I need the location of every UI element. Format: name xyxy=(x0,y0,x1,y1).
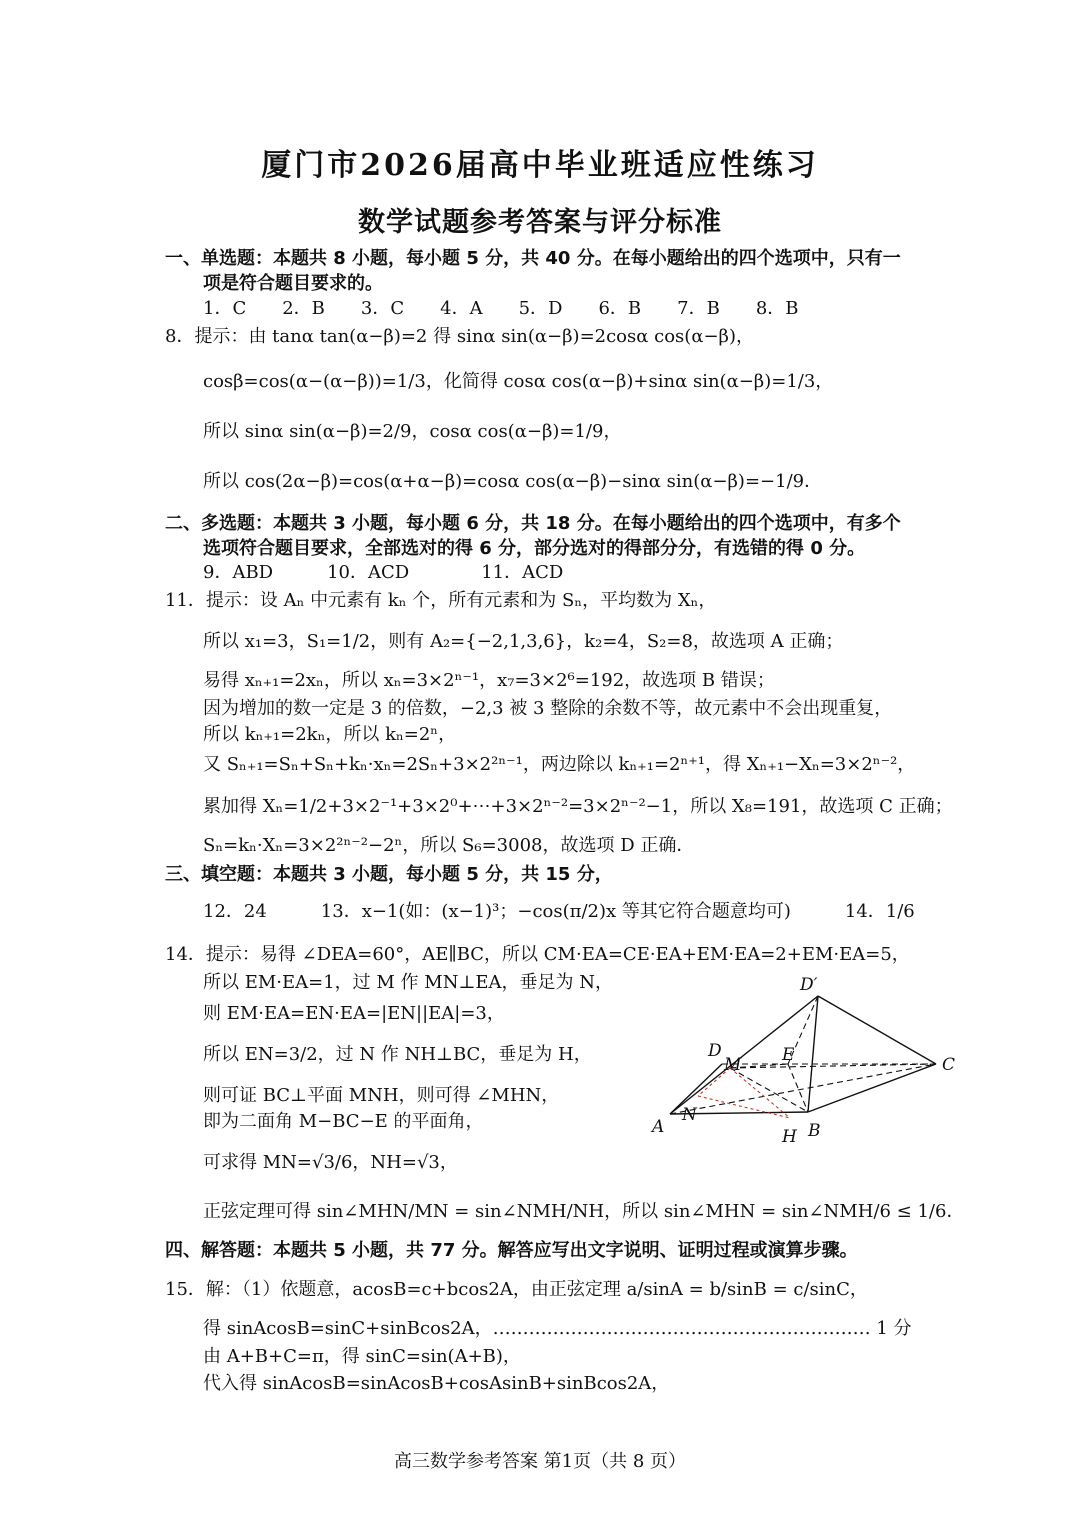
section-1-heading: 一、单选题：本题共 8 小题，每小题 5 分，共 40 分。在每小题给出的四个选项中，只有一 xyxy=(165,248,901,269)
hint-8-line-4: 所以 cos(2α−β)=cos(α+α−β)=cosα cos(α−β)−sinα sin(α−β)=−1/9． xyxy=(203,471,823,492)
hint-14-line-2: 所以 EM·EA=1，过 M 作 MN⊥EA，垂足为 N， xyxy=(203,972,613,993)
hint-14-line-7: 可求得 MN=√3/6，NH=√3， xyxy=(203,1152,458,1173)
hint-14-line-8: 正弦定理可得 sin∠MHN/MN = sin∠NMH/NH，所以 sin∠MHN = sin∠NMH/6 ≤ 1/6． xyxy=(203,1201,965,1222)
hint-8-line-3: 所以 sinα sin(α−β)=2/9，cosα cos(α−β)=1/9， xyxy=(203,421,622,442)
hint-14-line-4: 所以 EN=3/2，过 N 作 NH⊥BC，垂足为 H， xyxy=(203,1044,592,1065)
hint-11-line-7: 累加得 Xₙ=1/2+3×2⁻¹+3×2⁰+⋯+3×2ⁿ⁻²=3×2ⁿ⁻²−1，所以 X₈=191，故选项 C 正确； xyxy=(203,796,953,817)
section-4-heading: 四、解答题：本题共 5 小题，共 77 分。解答应写出文字说明、证明过程或演算步骤。 xyxy=(165,1240,858,1261)
hint-8-line-2: cosβ=cos(α−(α−β))=1/3，化简得 cosα cos(α−β)+sinα sin(α−β)=1/3， xyxy=(203,371,834,392)
solution-15-line-1: 15．解：（1）依题意，acosB=c+bcos2A，由正弦定理 a/sinA = b/sinB = c/sinC， xyxy=(165,1279,868,1300)
multi-choice-answers: 9．ABD 10．ACD 11．ACD xyxy=(203,562,564,583)
fill-in-answers: 12．24 13．x−1(如：(x−1)³；−cos(π/2)x 等其它符合题意均可) 14．1/6 xyxy=(203,901,915,922)
label-b: B xyxy=(808,1121,821,1141)
edge-m-b xyxy=(730,1068,808,1112)
solution-15-line-4: 代入得 sinAcosB=sinAcosB+cosAsinB+sinBcos2A， xyxy=(203,1373,670,1394)
section-3-heading: 三、填空题：本题共 3 小题，每小题 5 分，共 15 分， xyxy=(165,864,613,885)
label-h: H xyxy=(782,1127,797,1147)
hint-11-line-3: 易得 xₙ₊₁=2xₙ，所以 xₙ=3×2ⁿ⁻¹，x₇=3×2⁶=192，故选项 B 错误； xyxy=(203,670,775,691)
hint-11-line-8: Sₙ=kₙ·Xₙ=3×2²ⁿ⁻²−2ⁿ，所以 S₆=3008，故选项 D 正确． xyxy=(203,835,695,856)
single-choice-answers: 1．C 2．B 3．C 4．A 5．D 6．B 7．B 8．B xyxy=(203,298,799,319)
hint-11-line-4: 因为增加的数一定是 3 的倍数，−2,3 被 3 整除的余数不等，故元素中不会出现重复， xyxy=(203,698,893,719)
page-footer: 高三数学参考答案 第1页（共 8 页） xyxy=(393,1451,687,1472)
hint-11-line-5: 所以 kₙ₊₁=2kₙ，所以 kₙ=2ⁿ， xyxy=(203,724,457,745)
hint-11-line-6: 又 Sₙ₊₁=Sₙ+Sₙ+kₙ·xₙ=2Sₙ+3×2²ⁿ⁻¹，两边除以 kₙ₊₁=2ⁿ⁺¹，得 Xₙ₊₁−Xₙ=3×2ⁿ⁻²， xyxy=(203,754,916,775)
solution-15-line-2: 得 sinAcosB=sinC+sinBcos2A，……………………………………………………… 1 分 xyxy=(203,1318,912,1339)
label-d: D xyxy=(708,1041,722,1061)
label-m: M xyxy=(724,1055,742,1075)
hint-14-line-3: 则 EM·EA=EN·EA=|EN||EA|=3， xyxy=(203,1003,505,1024)
edge-dprime-a xyxy=(670,996,818,1114)
hint-14-line-6: 即为二面角 M−BC−E 的平面角， xyxy=(203,1111,484,1132)
hint-11-line-1: 11．提示：设 Aₙ 中元素有 kₙ 个，所有元素和为 Sₙ，平均数为 Xₙ， xyxy=(165,590,717,611)
hint-14-line-5: 则可证 BC⊥平面 MNH，则可得 ∠MHN， xyxy=(203,1085,560,1106)
edge-b-c xyxy=(808,1064,936,1112)
label-e: E xyxy=(782,1045,795,1065)
edge-dprime-c xyxy=(818,996,936,1064)
solution-15-line-3: 由 A+B+C=π，得 sinC=sin(A+B)， xyxy=(203,1346,521,1367)
edge-a-c xyxy=(670,1064,936,1114)
hint-8-line-1: 8．提示：由 tanα tan(α−β)=2 得 sinα sin(α−β)=2cosα cos(α−β)， xyxy=(165,326,754,347)
page-subtitle: 数学试题参考答案与评分标准 xyxy=(358,207,722,238)
section-2-heading-cont: 选项符合题目要求，全部选对的得 6 分，部分选对的得部分分，有选错的得 0 分。 xyxy=(203,538,866,559)
hint-11-line-2: 所以 x₁=3，S₁=1/2，则有 A₂={−2,1,3,6}，k₂=4，S₂=8，故选项 A 正确； xyxy=(203,631,844,652)
section-1-heading-cont: 项是符合题目要求的。 xyxy=(203,273,383,294)
label-a: A xyxy=(652,1117,665,1137)
label-c: C xyxy=(942,1055,956,1075)
page-title: 厦门市2026届高中毕业班适应性练习 xyxy=(261,148,819,183)
label-n: N xyxy=(682,1105,697,1125)
pyramid-figure xyxy=(640,968,970,1158)
section-2-heading: 二、多选题：本题共 3 小题，每小题 6 分，共 18 分。在每小题给出的四个选项中，有多个 xyxy=(165,513,901,534)
label-dprime: D′ xyxy=(800,975,818,995)
edge-dprime-b xyxy=(808,996,818,1112)
hint-14-line-1: 14．提示：易得 ∠DEA=60°，AE∥BC，所以 CM·EA=CE·EA+EM·EA=2+EM·EA=5， xyxy=(165,944,910,965)
edge-e-b xyxy=(788,1064,808,1112)
